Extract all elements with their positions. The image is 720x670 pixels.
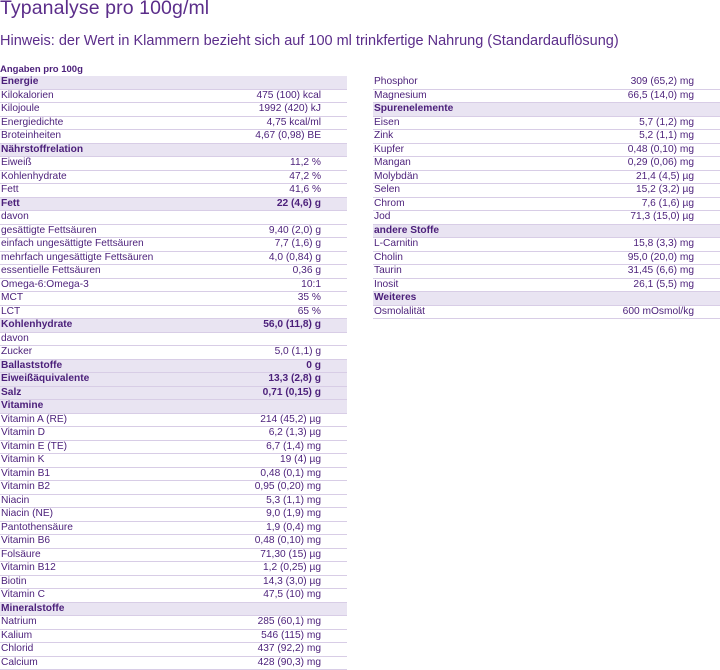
row-label: Kalium	[1, 629, 33, 641]
table-row	[373, 157, 720, 171]
row-value: 7,6 (1,6) µg	[641, 197, 694, 209]
table-row	[0, 319, 347, 333]
row-label: Niacin	[1, 494, 30, 506]
table-row	[0, 441, 347, 455]
row-value: 0,36 g	[292, 265, 321, 277]
row-value: 9,40 (2,0) g	[268, 224, 321, 236]
row-value: 285 (60,1) mg	[257, 616, 321, 628]
row-label: Omega-6:Omega-3	[1, 278, 89, 290]
table-row	[0, 630, 347, 644]
row-label: Vitamin B6	[1, 535, 51, 547]
page-title: Typanalyse pro 100g/ml	[0, 0, 210, 19]
table-row	[0, 346, 347, 360]
row-label: mehrfach ungesättigte Fettsäuren	[1, 251, 154, 263]
table-row	[373, 265, 720, 279]
row-value: 15,2 (3,2) µg	[636, 184, 694, 196]
table-row	[0, 657, 347, 670]
table-row	[0, 468, 347, 482]
section-header-row	[0, 144, 347, 158]
row-label: Salz	[1, 386, 22, 398]
row-label: Niacin (NE)	[1, 508, 54, 520]
row-label: Eiweißäquivalente	[1, 373, 90, 385]
row-value: 19 (4) µg	[280, 454, 321, 466]
row-value: 71,3 (15,0) µg	[630, 211, 694, 223]
row-value: 0,71 (0,15) g	[262, 386, 321, 398]
row-label: einfach ungesättigte Fettsäuren	[1, 238, 144, 250]
table-row	[0, 292, 347, 306]
row-value: 428 (90,3) mg	[257, 656, 321, 668]
row-value: 437 (92,2) mg	[257, 643, 321, 655]
section-header-row	[373, 103, 720, 117]
row-label: Molybdän	[374, 170, 419, 182]
row-label: Jod	[374, 211, 391, 223]
row-label: Vitamin C	[1, 589, 45, 601]
row-value: 11,2 %	[290, 157, 321, 169]
row-label: Eisen	[374, 116, 400, 128]
row-value: 0,95 (0,20) mg	[254, 481, 321, 493]
row-label: Zink	[374, 130, 394, 142]
row-value: 5,3 (1,1) mg	[266, 494, 321, 506]
table-row	[0, 238, 347, 252]
section-header-row	[373, 225, 720, 239]
row-value: 214 (45,2) µg	[260, 413, 321, 425]
table-row	[373, 198, 720, 212]
table-row	[0, 522, 347, 536]
row-label: Nährstoffrelation	[1, 143, 84, 155]
row-value: 600 mOsmol/kg	[622, 305, 694, 317]
table-row	[0, 387, 347, 401]
row-label: andere Stoffe	[374, 224, 440, 236]
row-value: 0,48 (0,1) mg	[260, 467, 321, 479]
row-value: 5,7 (1,2) mg	[639, 116, 694, 128]
row-label: Cholin	[374, 251, 403, 263]
row-value: 47,5 (10) mg	[263, 589, 321, 601]
row-label: Kupfer	[374, 143, 405, 155]
row-label: L-Carnitin	[374, 238, 419, 250]
table-row	[373, 184, 720, 198]
table-row	[373, 117, 720, 131]
row-label: gesättigte Fettsäuren	[1, 224, 97, 236]
table-row	[0, 549, 347, 563]
row-value: 66,5 (14,0) mg	[627, 89, 694, 101]
row-value: 0 g	[306, 359, 321, 371]
row-value: 21,4 (4,5) µg	[636, 170, 694, 182]
row-label: Kohlenhydrate	[1, 170, 67, 182]
row-value: 15,8 (3,3) mg	[633, 238, 694, 250]
row-label: Vitamin K	[1, 454, 45, 466]
nutrition-table-left	[0, 76, 347, 670]
row-value: 6,2 (1,3) µg	[268, 427, 321, 439]
table-row	[373, 90, 720, 104]
table-row	[0, 198, 347, 212]
table-row	[373, 252, 720, 266]
row-value: 41,6 %	[289, 184, 321, 196]
row-value: 1,2 (0,25) µg	[263, 562, 321, 574]
table-row	[0, 373, 347, 387]
row-value: 475 (100) kcal	[256, 89, 321, 101]
table-row	[0, 643, 347, 657]
table-row	[373, 144, 720, 158]
row-label: Inosit	[374, 278, 399, 290]
table-row	[0, 454, 347, 468]
row-value: 9,0 (1,9) mg	[266, 508, 321, 520]
row-label: Vitamin B2	[1, 481, 51, 493]
row-label: Weiteres	[374, 292, 417, 304]
row-value: 65 %	[297, 305, 321, 317]
row-label: Taurin	[374, 265, 402, 277]
table-row	[0, 414, 347, 428]
row-value: 4,67 (0,98) BE	[255, 130, 321, 142]
row-value: 47,2 %	[289, 170, 321, 182]
table-row	[0, 103, 347, 117]
table-row	[0, 184, 347, 198]
row-label: Selen	[374, 184, 401, 196]
table-row	[0, 508, 347, 522]
row-value: 10:1	[301, 278, 321, 290]
row-label: Kohlenhydrate	[1, 319, 73, 331]
nutrition-table-right	[373, 76, 720, 319]
table-row	[0, 90, 347, 104]
table-row	[0, 117, 347, 131]
table-row	[0, 481, 347, 495]
row-label: Spurenelemente	[374, 103, 454, 115]
row-label: Chlorid	[1, 643, 34, 655]
row-label: Magnesium	[374, 89, 427, 101]
row-label: davon	[1, 332, 29, 344]
row-value: 35 %	[297, 292, 321, 304]
row-label: Energiedichte	[1, 116, 64, 128]
row-label: Eiweiß	[1, 157, 32, 169]
table-row	[0, 535, 347, 549]
hint-text: Hinweis: der Wert in Klammern bezieht sich auf 100 ml trinkfertige Nahrung (Standardauflösung)	[0, 33, 619, 49]
table-row	[373, 238, 720, 252]
row-label: Vitamin B1	[1, 467, 51, 479]
table-row	[0, 252, 347, 266]
row-value: 56,0 (11,8) g	[263, 319, 321, 331]
row-label: Osmolalität	[374, 305, 425, 317]
row-label: LCT	[1, 305, 21, 317]
table-row	[0, 211, 347, 225]
table-row	[373, 130, 720, 144]
row-value: 309 (65,2) mg	[630, 76, 694, 88]
row-value: 95,0 (20,0) mg	[627, 251, 694, 263]
row-value: 7,7 (1,6) g	[274, 238, 321, 250]
section-header-row	[0, 400, 347, 414]
section-header-row	[373, 292, 720, 306]
table-row	[0, 279, 347, 293]
row-value: 26,1 (5,5) mg	[633, 278, 694, 290]
row-value: 0,29 (0,06) mg	[627, 157, 694, 169]
section-header-row	[0, 603, 347, 617]
row-label: Vitamin B12	[1, 562, 56, 574]
row-label: Biotin	[1, 575, 27, 587]
row-value: 5,2 (1,1) mg	[639, 130, 694, 142]
table-row	[0, 427, 347, 441]
row-label: Calcium	[1, 656, 38, 668]
row-label: Broteinheiten	[1, 130, 62, 142]
table-row	[0, 306, 347, 320]
table-row	[373, 171, 720, 185]
table-row	[373, 279, 720, 293]
row-value: 13,3 (2,8) g	[268, 373, 321, 385]
row-label: Vitamine	[1, 400, 44, 412]
row-label: Energie	[1, 76, 39, 88]
row-value: 1,9 (0,4) mg	[266, 521, 321, 533]
row-label: Fett	[1, 197, 20, 209]
section-header-row	[0, 76, 347, 90]
row-label: Phosphor	[374, 76, 418, 88]
row-value: 14,3 (3,0) µg	[263, 575, 321, 587]
table-caption: Angaben pro 100g	[0, 64, 83, 75]
row-label: Ballaststoffe	[1, 359, 63, 371]
table-row	[0, 265, 347, 279]
table-row	[0, 333, 347, 347]
row-label: MCT	[1, 292, 24, 304]
row-value: 546 (115) mg	[261, 629, 321, 641]
row-label: Pantothensäure	[1, 521, 73, 533]
row-label: Zucker	[1, 346, 33, 358]
table-row	[0, 616, 347, 630]
row-label: Fett	[1, 184, 19, 196]
row-label: Natrium	[1, 616, 37, 628]
row-value: 22 (4,6) g	[276, 197, 321, 209]
table-row	[373, 211, 720, 225]
row-value: 1992 (420) kJ	[258, 103, 321, 115]
table-row	[0, 360, 347, 374]
row-label: Vitamin A (RE)	[1, 413, 68, 425]
row-label: Vitamin E (TE)	[1, 440, 68, 452]
row-value: 31,45 (6,6) mg	[627, 265, 694, 277]
table-row	[0, 171, 347, 185]
row-label: Chrom	[374, 197, 405, 209]
row-value: 4,75 kcal/ml	[266, 116, 321, 128]
row-label: essentielle Fettsäuren	[1, 265, 101, 277]
table-row	[0, 562, 347, 576]
row-label: Mangan	[374, 157, 411, 169]
row-label: Kilokalorien	[1, 89, 54, 101]
row-value: 0,48 (0,10) mg	[254, 535, 321, 547]
row-label: Vitamin D	[1, 427, 45, 439]
table-row	[0, 589, 347, 603]
row-label: Mineralstoffe	[1, 602, 65, 614]
row-label: Kilojoule	[1, 103, 40, 115]
table-row	[0, 157, 347, 171]
row-value: 71,30 (15) µg	[260, 548, 321, 560]
table-row	[0, 130, 347, 144]
row-label: davon	[1, 211, 29, 223]
table-row	[0, 225, 347, 239]
row-value: 6,7 (1,4) mg	[266, 440, 321, 452]
table-row	[373, 306, 720, 320]
row-value: 4,0 (0,84) g	[268, 251, 321, 263]
table-row	[373, 76, 720, 90]
row-value: 5,0 (1,1) g	[274, 346, 321, 358]
row-value: 0,48 (0,10) mg	[627, 143, 694, 155]
row-label: Folsäure	[1, 548, 41, 560]
table-row	[0, 576, 347, 590]
table-row	[0, 495, 347, 509]
